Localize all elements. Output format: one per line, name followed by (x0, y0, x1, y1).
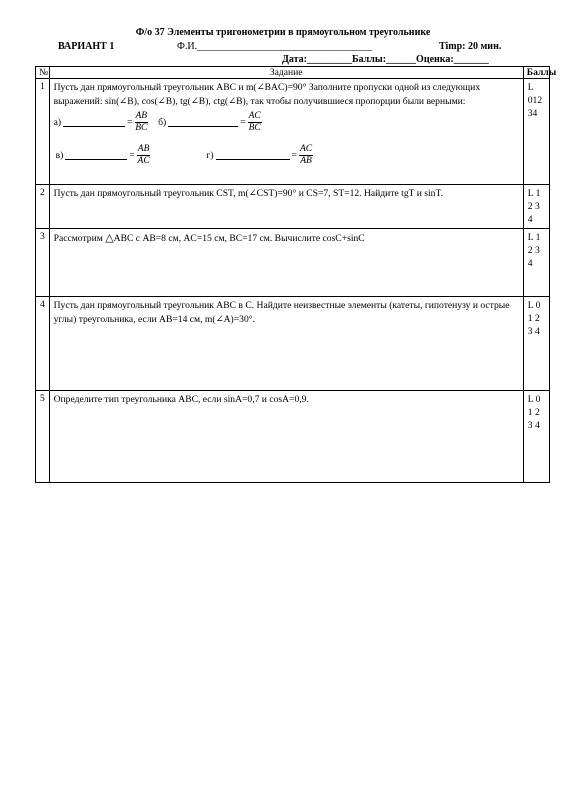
blank-a[interactable] (63, 118, 125, 127)
task-text: Пусть дан прямоугольный треугольник ABC в C. Найдите неизвестные элементы (катеты, гипотенузу и острые углы) треугольника, если AB=14 см, m(∠A)=30°. (49, 297, 523, 391)
column-header-task: Задание (49, 67, 523, 79)
column-header-score: Баллы (523, 67, 549, 79)
task-text: Пусть дан прямоугольный треугольник ABC и m(∠BAC)=90° Заполните пропуски одной из следующих выражений: sin(∠B), cos(∠B), tg(∠B), ctg(∠B), так чтобы получившиеся пропорции были верными: (53, 82, 481, 107)
task-score: L 1 2 3 4 (523, 185, 549, 229)
blank-c[interactable] (65, 151, 127, 160)
table-row (36, 229, 550, 297)
task-score: L 012 34 (523, 79, 549, 185)
proportions-ab: а) = $\frac{AB}{BC}$ б) = $\frac{AC}{BC}$ (53, 111, 261, 133)
task-score: L 0 1 2 3 4 (523, 297, 549, 391)
task-score: L 0 1 2 3 4 (523, 391, 549, 483)
proportions-cd: в) = $\frac{AB}{AC}$ г) = $\frac{AC}{AB}$ (55, 144, 313, 166)
table-header-row (36, 67, 550, 79)
option-d-label: г) (206, 150, 214, 161)
date-score-grade-line: Дата:_________Баллы:______Оценка:_______ (282, 54, 489, 65)
table-row (36, 391, 550, 483)
task-text: ABC с AB=8 см, AC=15 см, BC=17 см. Вычислите cosC+sinC (113, 233, 365, 244)
option-a-label: а) (53, 117, 62, 128)
task-text: Определите тип треугольника ABC, если sinA=0,7 и cosA=0,9. (49, 391, 523, 483)
task-number: 3 (36, 229, 50, 297)
task-number: 4 (36, 297, 50, 391)
table-row (36, 79, 550, 185)
student-name-field: Ф.И.___________________________________ (177, 41, 373, 52)
task-number: 5 (36, 391, 50, 483)
variant-label: ВАРИАНТ 1 (58, 41, 115, 52)
option-c-label: в) (55, 150, 64, 161)
fraction-d: $\frac{AC}{AB}$ (299, 144, 313, 166)
table-row (36, 185, 550, 229)
option-b-label: б) (158, 117, 167, 128)
blank-b[interactable] (168, 118, 238, 127)
fraction-b: $\frac{AC}{BC}$ (248, 111, 261, 133)
task-number: 1 (36, 79, 50, 185)
fraction-c: $\frac{AB}{AC}$ (137, 144, 150, 166)
task-cell (49, 229, 523, 297)
blank-d[interactable] (216, 151, 290, 160)
task-text: Пусть дан прямоугольный треугольник CST, m(∠CST)=90° и CS=7, ST=12. Найдите tgT и sinT. (49, 185, 523, 229)
tasks-table (35, 66, 557, 483)
task-number: 2 (36, 185, 50, 229)
task-score: L 1 2 3 4 (523, 229, 549, 297)
task-cell (49, 79, 523, 185)
fraction-a: $\frac{AB}{BC}$ (135, 111, 148, 133)
triangle-icon: △ (105, 232, 114, 244)
table-row (36, 297, 550, 391)
task-text-prefix: Рассмотрим (53, 233, 106, 244)
column-header-number: № (36, 67, 50, 79)
time-limit: Timp: 20 мин. (439, 41, 502, 52)
worksheet-title: Ф/о 37 Элементы тригонометрии в прямоугольном треугольнике (135, 27, 431, 38)
